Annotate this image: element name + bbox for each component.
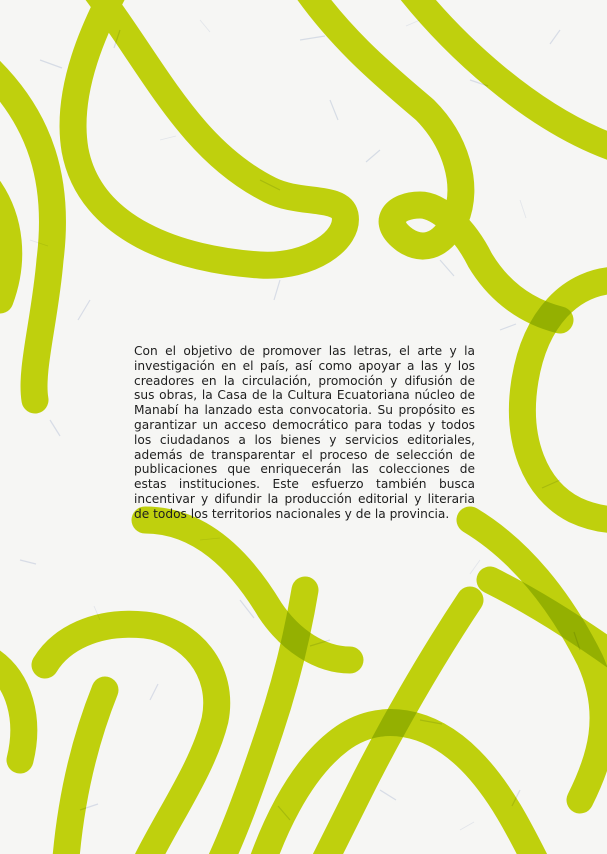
ribbon-top-long <box>73 0 345 265</box>
ribbon-bottom-left-vertical <box>65 690 105 854</box>
body-paragraph: Con el objetivo de promover las letras, el arte y la investigación en el país, así como apoyar a las y los creadores en la circulación, promoción y difusión de sus obras, la Casa de la Cultura Ecuatoriana núcleo de Manabí ha lanzado esta convocatoria. Su propósito es garantizar un acceso democrático para todas y todos los ciudadanos a los bienes y servicios editoriales, además de transparentar el proceso de selección de publicaciones que enriquecerán las colecciones de estas instituciones. Este esfuerzo también busca incentivar y difundir la producción editorial y literaria de todos los territorios nacionales y de la provincia. <box>134 344 475 521</box>
ribbon-top-right-loop <box>300 0 560 320</box>
ribbon-right-arc <box>522 280 607 520</box>
intro-text-block <box>134 344 475 522</box>
ribbon-bottom-cross-2 <box>470 520 603 800</box>
ribbon-bottom-left-edge <box>0 660 24 760</box>
ribbon-left-small <box>0 190 9 300</box>
